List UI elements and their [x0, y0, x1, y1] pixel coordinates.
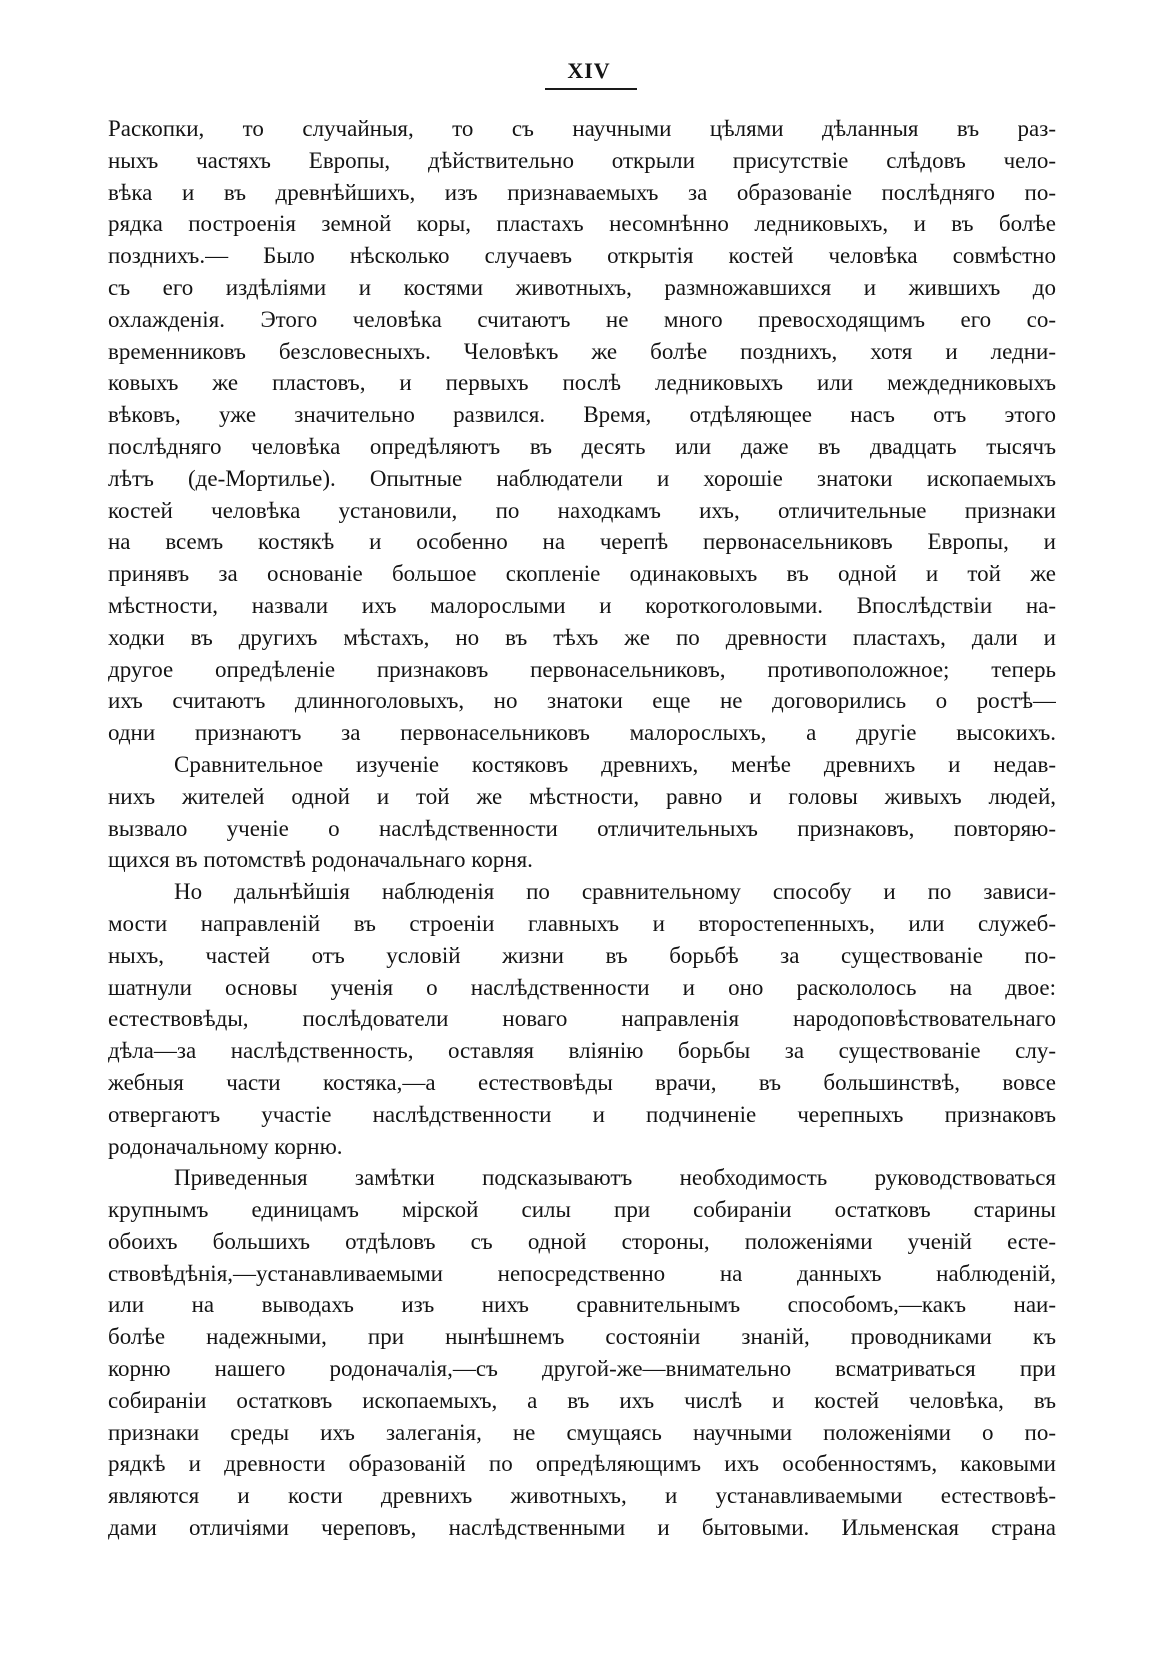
text-line: отвергаютъ участіе наслѣдственности и подчиненіе черепныхъ признаковъ	[108, 1101, 1056, 1127]
page-number-rule	[545, 88, 637, 90]
text-line: Приведенныя замѣтки подсказываютъ необходимость руководствоваться	[174, 1165, 1056, 1191]
text-line: родоначальному корню.	[108, 1133, 343, 1159]
text-line: вѣка и въ древнѣйшихъ, изъ признаваемыхъ за образованіе послѣдняго по-	[108, 179, 1056, 205]
text-line: признаки среды ихъ залеганія, не смущаясь научными положеніями о по-	[108, 1419, 1056, 1445]
text-line: дами отличіями череповъ, наслѣдственными и бытовыми. Ильменская страна	[108, 1515, 1056, 1541]
text-line: лѣтъ (де-Мортилье). Опытные наблюдатели и хорошіе знатоки ископаемыхъ	[108, 465, 1056, 491]
text-line: ствовѣдѣнія,—устанавливаемыми непосредственно на данныхъ наблюденій,	[108, 1260, 1056, 1286]
text-line: рядкѣ и древности образованій по опредѣляющимъ ихъ особенностямъ, каковыми	[108, 1451, 1056, 1477]
text-line: дѣла—за наслѣдственность, оставляя вліянію борьбы за существованіе слу-	[108, 1038, 1056, 1064]
text-line: шатнули основы ученія о наслѣдственности и оно раскололось на двое:	[108, 974, 1056, 1000]
text-line: являются и кости древнихъ животныхъ, и устанавливаемыми естествовѣ-	[108, 1483, 1056, 1509]
text-line: ныхъ частяхъ Европы, дѣйствительно открыли присутствіе слѣдовъ чело-	[108, 147, 1056, 173]
text-line: Сравнительное изученіе костяковъ древнихъ, менѣе древнихъ и недав-	[174, 751, 1056, 777]
text-line: болѣе надежными, при нынѣшнемъ состояніи знаній, проводниками къ	[108, 1324, 1056, 1350]
text-line: позднихъ.— Было нѣсколько случаевъ открытія костей человѣка совмѣстно	[108, 243, 1056, 269]
text-line: на всемъ костякѣ и особенно на черепѣ первонасельниковъ Европы, и	[108, 529, 1056, 555]
text-line: вѣковъ, уже значительно развился. Время, отдѣляющее насъ отъ этого	[108, 402, 1056, 428]
text-line: Раскопки, то случайныя, то съ научными цѣлями дѣланныя въ раз-	[108, 116, 1056, 141]
text-line: съ его издѣліями и костями животныхъ, размножавшихся и жившихъ до	[108, 274, 1056, 300]
text-line: костей человѣка установили, по находкамъ ихъ, отличительные признаки	[108, 497, 1056, 523]
text-line: ихъ считаютъ длинноголовыхъ, но знатоки еще не договорились о ростѣ—	[108, 688, 1056, 714]
text-line: крупнымъ единицамъ мірской силы при собираніи остатковъ старины	[108, 1197, 1056, 1223]
text-line: мѣстности, назвали ихъ малорослыми и короткоголовыми. Впослѣдствіи на-	[108, 592, 1056, 618]
text-line: обоихъ большихъ отдѣловъ съ одной стороны, положеніями ученій есте-	[108, 1228, 1056, 1254]
text-line: Но дальнѣйшія наблюденія по сравнительному способу и по зависи-	[174, 879, 1056, 905]
text-line: корню нашего родоначалія,—съ другой-же—внимательно всматриваться при	[108, 1356, 1056, 1382]
text-line: временниковъ безсловесныхъ. Человѣкъ же болѣе позднихъ, хотя и ледни-	[108, 338, 1056, 364]
text-line: естествовѣды, послѣдователи новаго направленія народоповѣствовательнаго	[108, 1006, 1056, 1032]
paragraph-1	[108, 113, 1056, 749]
text-line: или на выводахъ изъ нихъ сравнительнымъ способомъ,—какъ наи-	[108, 1292, 1056, 1318]
text-line: ковыхъ же пластовъ, и первыхъ послѣ ледниковыхъ или междедниковыхъ	[108, 370, 1056, 396]
text-line: нихъ жителей одной и той же мѣстности, равно и головы живыхъ людей,	[108, 783, 1056, 809]
page-number: XIV	[567, 58, 611, 83]
text-line: жебныя части костяка,—а естествовѣды врачи, въ большинствѣ, вовсе	[108, 1069, 1056, 1095]
body-text	[108, 113, 1056, 1544]
paragraph-4	[108, 1162, 1056, 1544]
text-line: мости направленій въ строеніи главныхъ и второстепенныхъ, или служеб-	[108, 910, 1056, 936]
text-line: одни признаютъ за первонасельниковъ малорослыхъ, а другіе высокихъ.	[108, 720, 1056, 746]
text-line: собираніи остатковъ ископаемыхъ, а въ ихъ числѣ и костей человѣка, въ	[108, 1387, 1056, 1413]
text-line: рядка построенія земной коры, пластахъ несомнѣнно ледниковыхъ, и въ болѣе	[108, 211, 1056, 237]
text-line: щихся въ потомствѣ родоначальнаго корня.	[108, 847, 533, 873]
paragraph-2	[108, 749, 1056, 876]
text-line: ходки въ другихъ мѣстахъ, но въ тѣхъ же по древности пластахъ, дали и	[108, 624, 1056, 650]
text-line: послѣдняго человѣка опредѣляютъ въ десять или даже въ двадцать тысячъ	[108, 433, 1056, 459]
text-line: ныхъ, частей отъ условій жизни въ борьбѣ за существованіе по-	[108, 942, 1056, 968]
text-line: принявъ за основаніе большое скопленіе одинаковыхъ въ одной и той же	[108, 561, 1056, 587]
text-line: охлажденія. Этого человѣка считаютъ не много превосходящимъ его со-	[108, 306, 1056, 332]
text-line: другое опредѣленіе признаковъ первонасельниковъ, противоположное; теперь	[108, 656, 1056, 682]
paragraph-3	[108, 876, 1056, 1162]
text-line: вызвало ученіе о наслѣдственности отличительныхъ признаковъ, повторяю-	[108, 815, 1056, 841]
